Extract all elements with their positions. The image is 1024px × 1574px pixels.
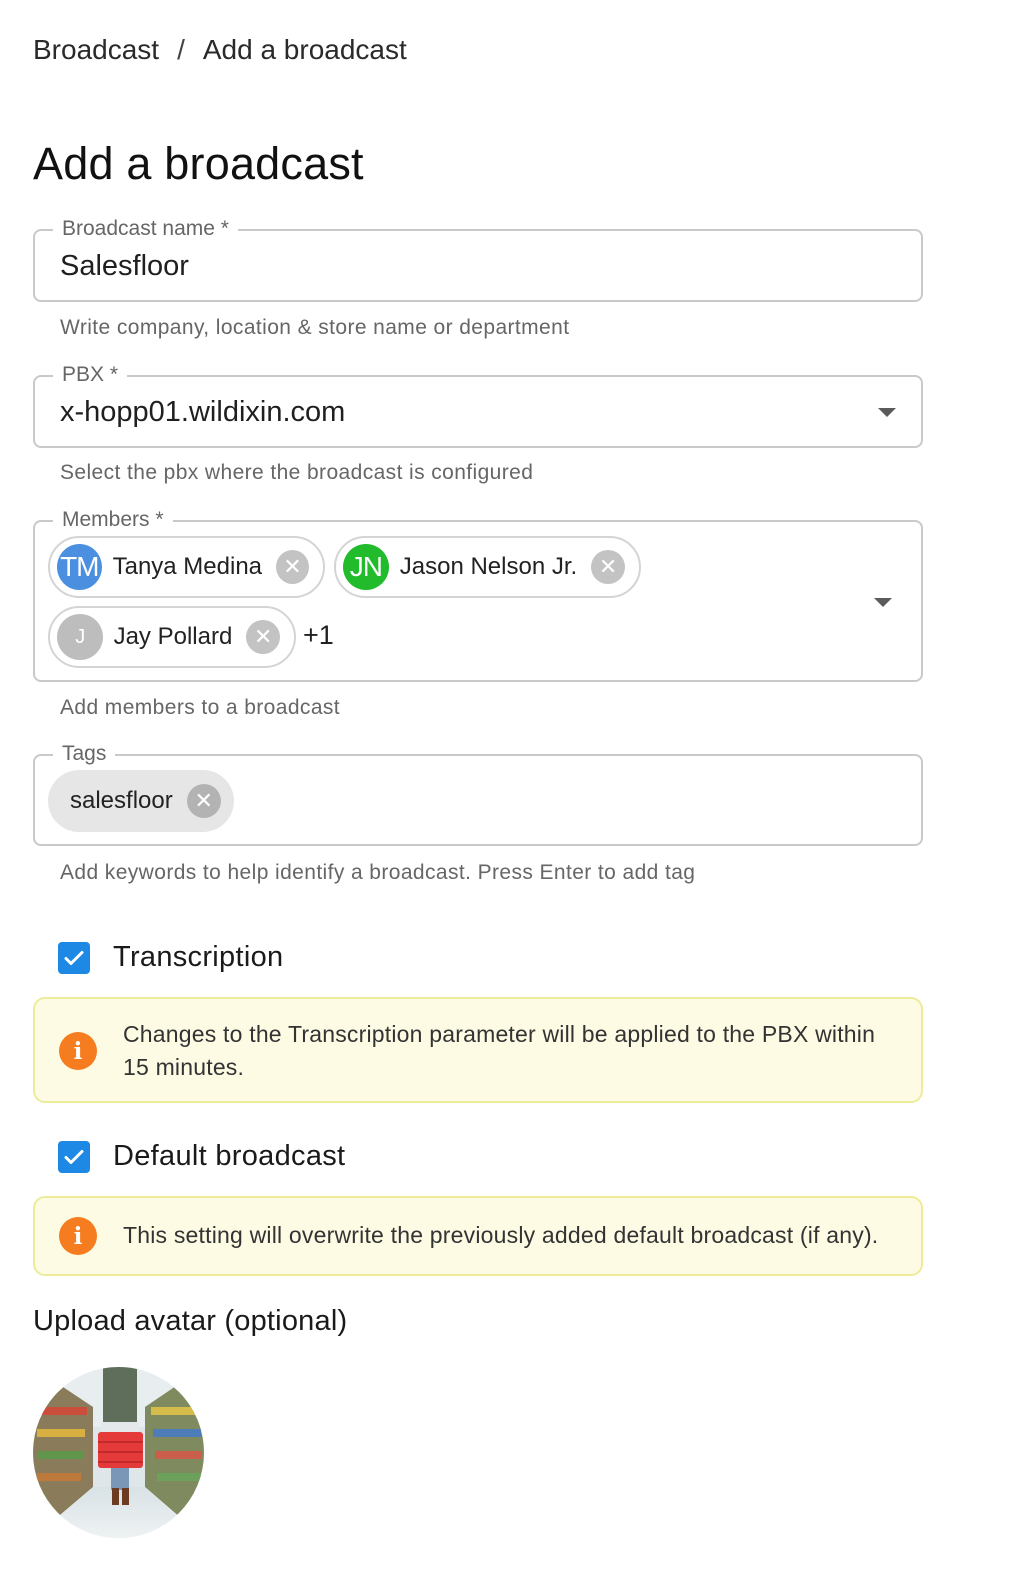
upload-avatar-title: Upload avatar (optional) [33,1305,348,1337]
broadcast-name-label: Broadcast name * [53,216,238,242]
default-broadcast-label[interactable]: Default broadcast [113,1140,346,1172]
caret-down-icon[interactable] [878,408,896,417]
avatar: J [57,614,103,660]
default-broadcast-checkbox[interactable] [58,1141,90,1173]
members-label: Members * [53,507,173,533]
member-chip[interactable] [334,536,641,598]
close-circle-icon[interactable]: ✕ [591,550,625,584]
members-helper: Add members to a broadcast [60,696,341,719]
member-chip[interactable] [48,606,296,668]
close-circle-icon[interactable]: ✕ [246,620,280,654]
breadcrumb [33,34,407,66]
tags-label: Tags [53,741,115,767]
close-circle-icon[interactable]: ✕ [187,784,221,818]
pbx-select[interactable] [33,363,923,448]
members-select[interactable] [33,508,923,682]
avatar: JN [343,544,389,590]
pbx-label: PBX * [53,362,127,388]
breadcrumb-root-link[interactable]: Broadcast [33,34,160,65]
default-broadcast-alert [33,1196,923,1276]
info-icon: i [59,1217,97,1255]
check-icon [62,1145,86,1169]
breadcrumb-current: Add a broadcast [202,34,407,65]
avatar: TM [57,544,102,590]
transcription-checkbox[interactable] [58,942,90,974]
shopper-photo [33,1367,204,1538]
info-icon: i [59,1032,97,1070]
broadcast-name-field[interactable] [33,217,923,302]
check-icon [62,946,86,970]
pbx-helper: Select the pbx where the broadcast is configured [60,461,534,484]
tags-helper: Add keywords to help identify a broadcast. Press Enter to add tag [60,861,696,884]
more-members-count[interactable]: +1 [303,620,334,650]
member-name: Jay Pollard [113,623,233,650]
member-chip[interactable] [48,536,325,598]
broadcast-name-helper: Write company, location & store name or department [60,316,570,339]
member-name: Jason Nelson Jr. [399,553,578,580]
default-broadcast-alert-text: This setting will overwrite the previously added default broadcast (if any). [123,1222,879,1248]
broadcast-name-input[interactable]: Salesfloor [60,250,189,282]
transcription-alert-text: Changes to the Transcription parameter will be applied to the PBX within 15 minutes. [123,1021,876,1080]
page-title: Add a broadcast [33,138,364,189]
upload-avatar-image[interactable] [33,1367,204,1538]
tag-chip[interactable] [48,770,234,832]
close-circle-icon[interactable]: ✕ [276,550,309,584]
caret-down-icon[interactable] [874,598,892,607]
member-name: Tanya Medina [112,553,263,580]
tags-input[interactable] [33,742,923,846]
breadcrumb-separator: / [177,34,185,65]
transcription-alert [33,997,923,1103]
pbx-selected-value[interactable]: x-hopp01.wildixin.com [60,396,346,428]
tag-name: salesfloor [70,787,173,814]
transcription-label[interactable]: Transcription [113,941,284,973]
